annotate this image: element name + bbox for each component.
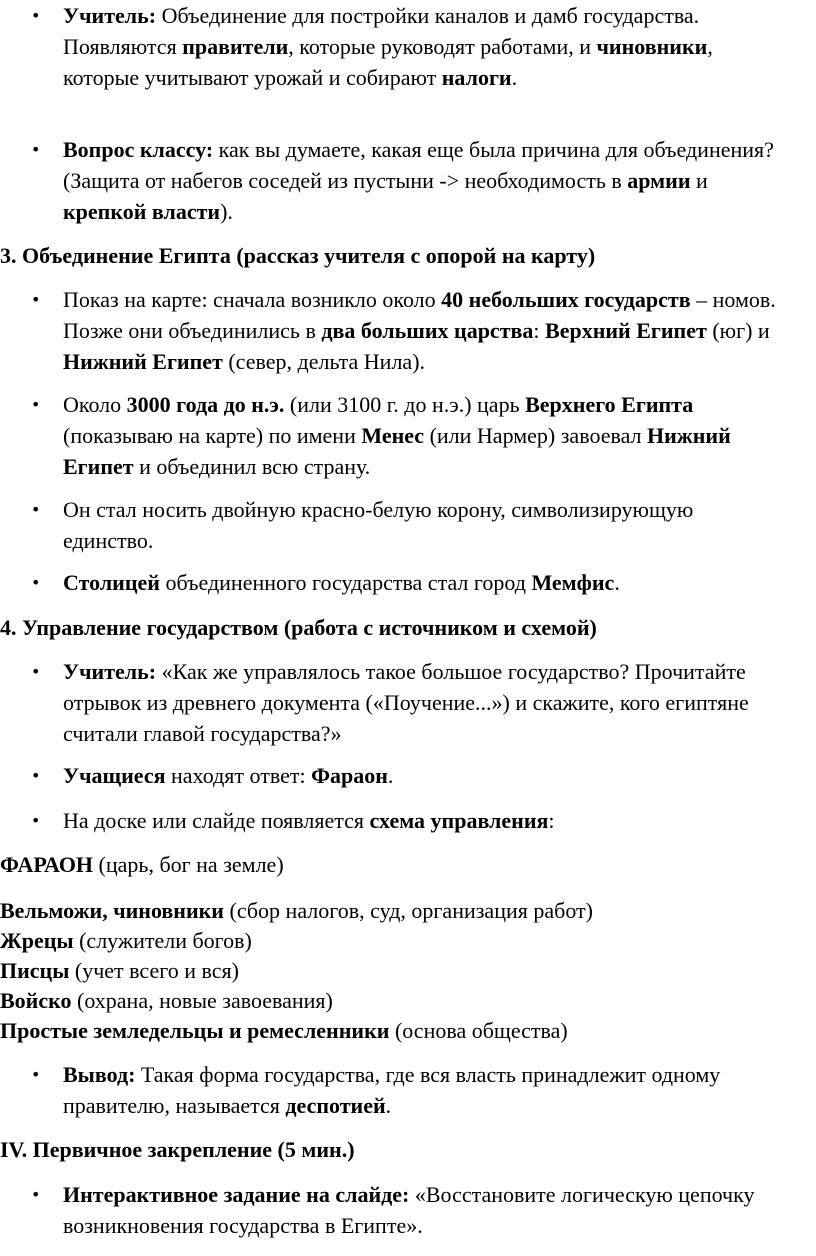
text: «Восстановите логическую цепочку возникновения государства в Египте».: [63, 1182, 755, 1238]
bold-term: Войско: [0, 988, 72, 1013]
bold-label: Интерактивное задание на слайде:: [63, 1182, 410, 1207]
bold-label: Вопрос классу:: [63, 137, 214, 162]
scheme-row-priests: [0, 926, 593, 956]
bold-term: деспотией: [285, 1093, 386, 1118]
bold-term: Мемфис: [531, 570, 615, 595]
list-item-scheme-intro: [0, 805, 816, 836]
text: (основа общества): [389, 1018, 568, 1043]
text: как вы думаете, какая еще была причина для объединения? (Защита от набегов соседей из пустыни -> необходимость в: [63, 137, 774, 193]
section-heading-consolidation: IV. Первичное закрепление (5 мин.): [0, 1137, 355, 1162]
text: (или 3100 г. до н.э.) царь: [284, 392, 526, 417]
bold-term: Верхнего Египта: [525, 392, 694, 417]
text: находят ответ:: [165, 763, 312, 788]
bold-term: чиновники: [596, 34, 708, 59]
list-item-interactive-task: [0, 1179, 816, 1241]
bold-term: Верхний Египет: [545, 318, 707, 343]
list-item-map-nomes: [0, 284, 816, 377]
text: Такая форма государства, где вся власть принадлежит одному правителю, называется: [63, 1062, 721, 1118]
list-item-menes: [0, 389, 816, 482]
text: «Как же управлялось такое большое государство? Прочитайте отрывок из древнего документа («Поучение...») и скажите, кого египтяне считали главой государства?»: [63, 659, 749, 746]
text: На доске или слайде появляется: [63, 808, 370, 833]
bold-term: правители: [182, 34, 289, 59]
bold-term: Менес: [361, 423, 425, 448]
list-item-capital-memphis: [0, 567, 816, 598]
bold-term: Нижний Египет: [63, 423, 731, 479]
bold-term: Простые земледельцы и ремесленники: [0, 1018, 390, 1043]
text: и объединил всю страну.: [133, 454, 371, 479]
bold-term: крепкой власти: [63, 199, 221, 224]
text: .: [511, 65, 518, 90]
bold-label: Учитель:: [63, 659, 157, 684]
text: (сбор налогов, суд, организация работ): [224, 898, 593, 923]
bold-term: два больших царства: [321, 318, 534, 343]
bold-term: схема управления: [369, 808, 549, 833]
bold-term: налоги: [441, 65, 512, 90]
bold-label: Учитель:: [63, 3, 157, 28]
list-item-double-crown: [0, 494, 816, 556]
text: ).: [220, 199, 233, 224]
scheme-row-nobles: [0, 896, 593, 926]
section-heading-government: 4. Управление государством (работа с источником и схемой): [0, 615, 597, 640]
text: (или Нармер) завоевал: [424, 423, 648, 448]
text: (учет всего и вся): [69, 958, 239, 983]
section-heading-unification: 3. Объединение Египта (рассказ учителя с опорой на карту): [0, 243, 596, 268]
bold-term: Вельможи, чиновники: [0, 898, 224, 923]
text: (показываю на карте) по имени: [63, 423, 362, 448]
text: (царь, бог на земле): [93, 852, 284, 877]
bold-term: ФАРАОН: [0, 852, 94, 877]
list-item-class-question: [0, 134, 816, 227]
text: Он стал носить двойную красно-белую корону, символизирующую единство.: [63, 497, 694, 553]
text: (охрана, новые завоевания): [71, 988, 333, 1013]
bold-term: Нижний Египет: [63, 349, 223, 374]
text: Около: [63, 392, 127, 417]
bold-label: Учащиеся: [63, 763, 166, 788]
text: :: [548, 808, 555, 833]
text: , которые учитывают урожай и собирают: [63, 34, 713, 90]
scheme-pharaoh: [0, 849, 284, 880]
text: :: [533, 318, 546, 343]
list-item-conclusion: [0, 1059, 816, 1121]
text: (юг) и: [706, 318, 770, 343]
scheme-row-army: [0, 986, 593, 1016]
text: – номов. Позже они объединились в: [63, 287, 776, 343]
list-item-students-answer: [0, 760, 816, 791]
bold-term: Писцы: [0, 958, 70, 983]
text: Показ на карте: сначала возникло около: [63, 287, 442, 312]
text: объединенного государства стал город: [159, 570, 532, 595]
bold-term: 40 небольших государств: [441, 287, 691, 312]
text: (север, дельта Нила).: [222, 349, 426, 374]
bold-label: Вывод:: [63, 1062, 136, 1087]
text: .: [385, 1093, 392, 1118]
bold-term: Фараон: [311, 763, 388, 788]
bold-term: Жрецы: [0, 928, 74, 953]
text: , которые руководят работами, и: [288, 34, 597, 59]
text: и: [690, 168, 708, 193]
bold-term: армии: [627, 168, 691, 193]
list-item-teacher-question: [0, 656, 816, 749]
bold-term: Столицей: [63, 570, 160, 595]
bold-term: 3000 года до н.э.: [126, 392, 285, 417]
scheme-row-commoners: [0, 1016, 593, 1046]
text: Объединение для постройки каналов и дамб государства. Появляются: [63, 3, 700, 59]
text: .: [387, 763, 394, 788]
list-item-teacher-canals: [0, 0, 816, 93]
text: (служители богов): [73, 928, 252, 953]
text: .: [614, 570, 620, 595]
scheme-hierarchy: [0, 896, 593, 1046]
scheme-row-scribes: [0, 956, 593, 986]
